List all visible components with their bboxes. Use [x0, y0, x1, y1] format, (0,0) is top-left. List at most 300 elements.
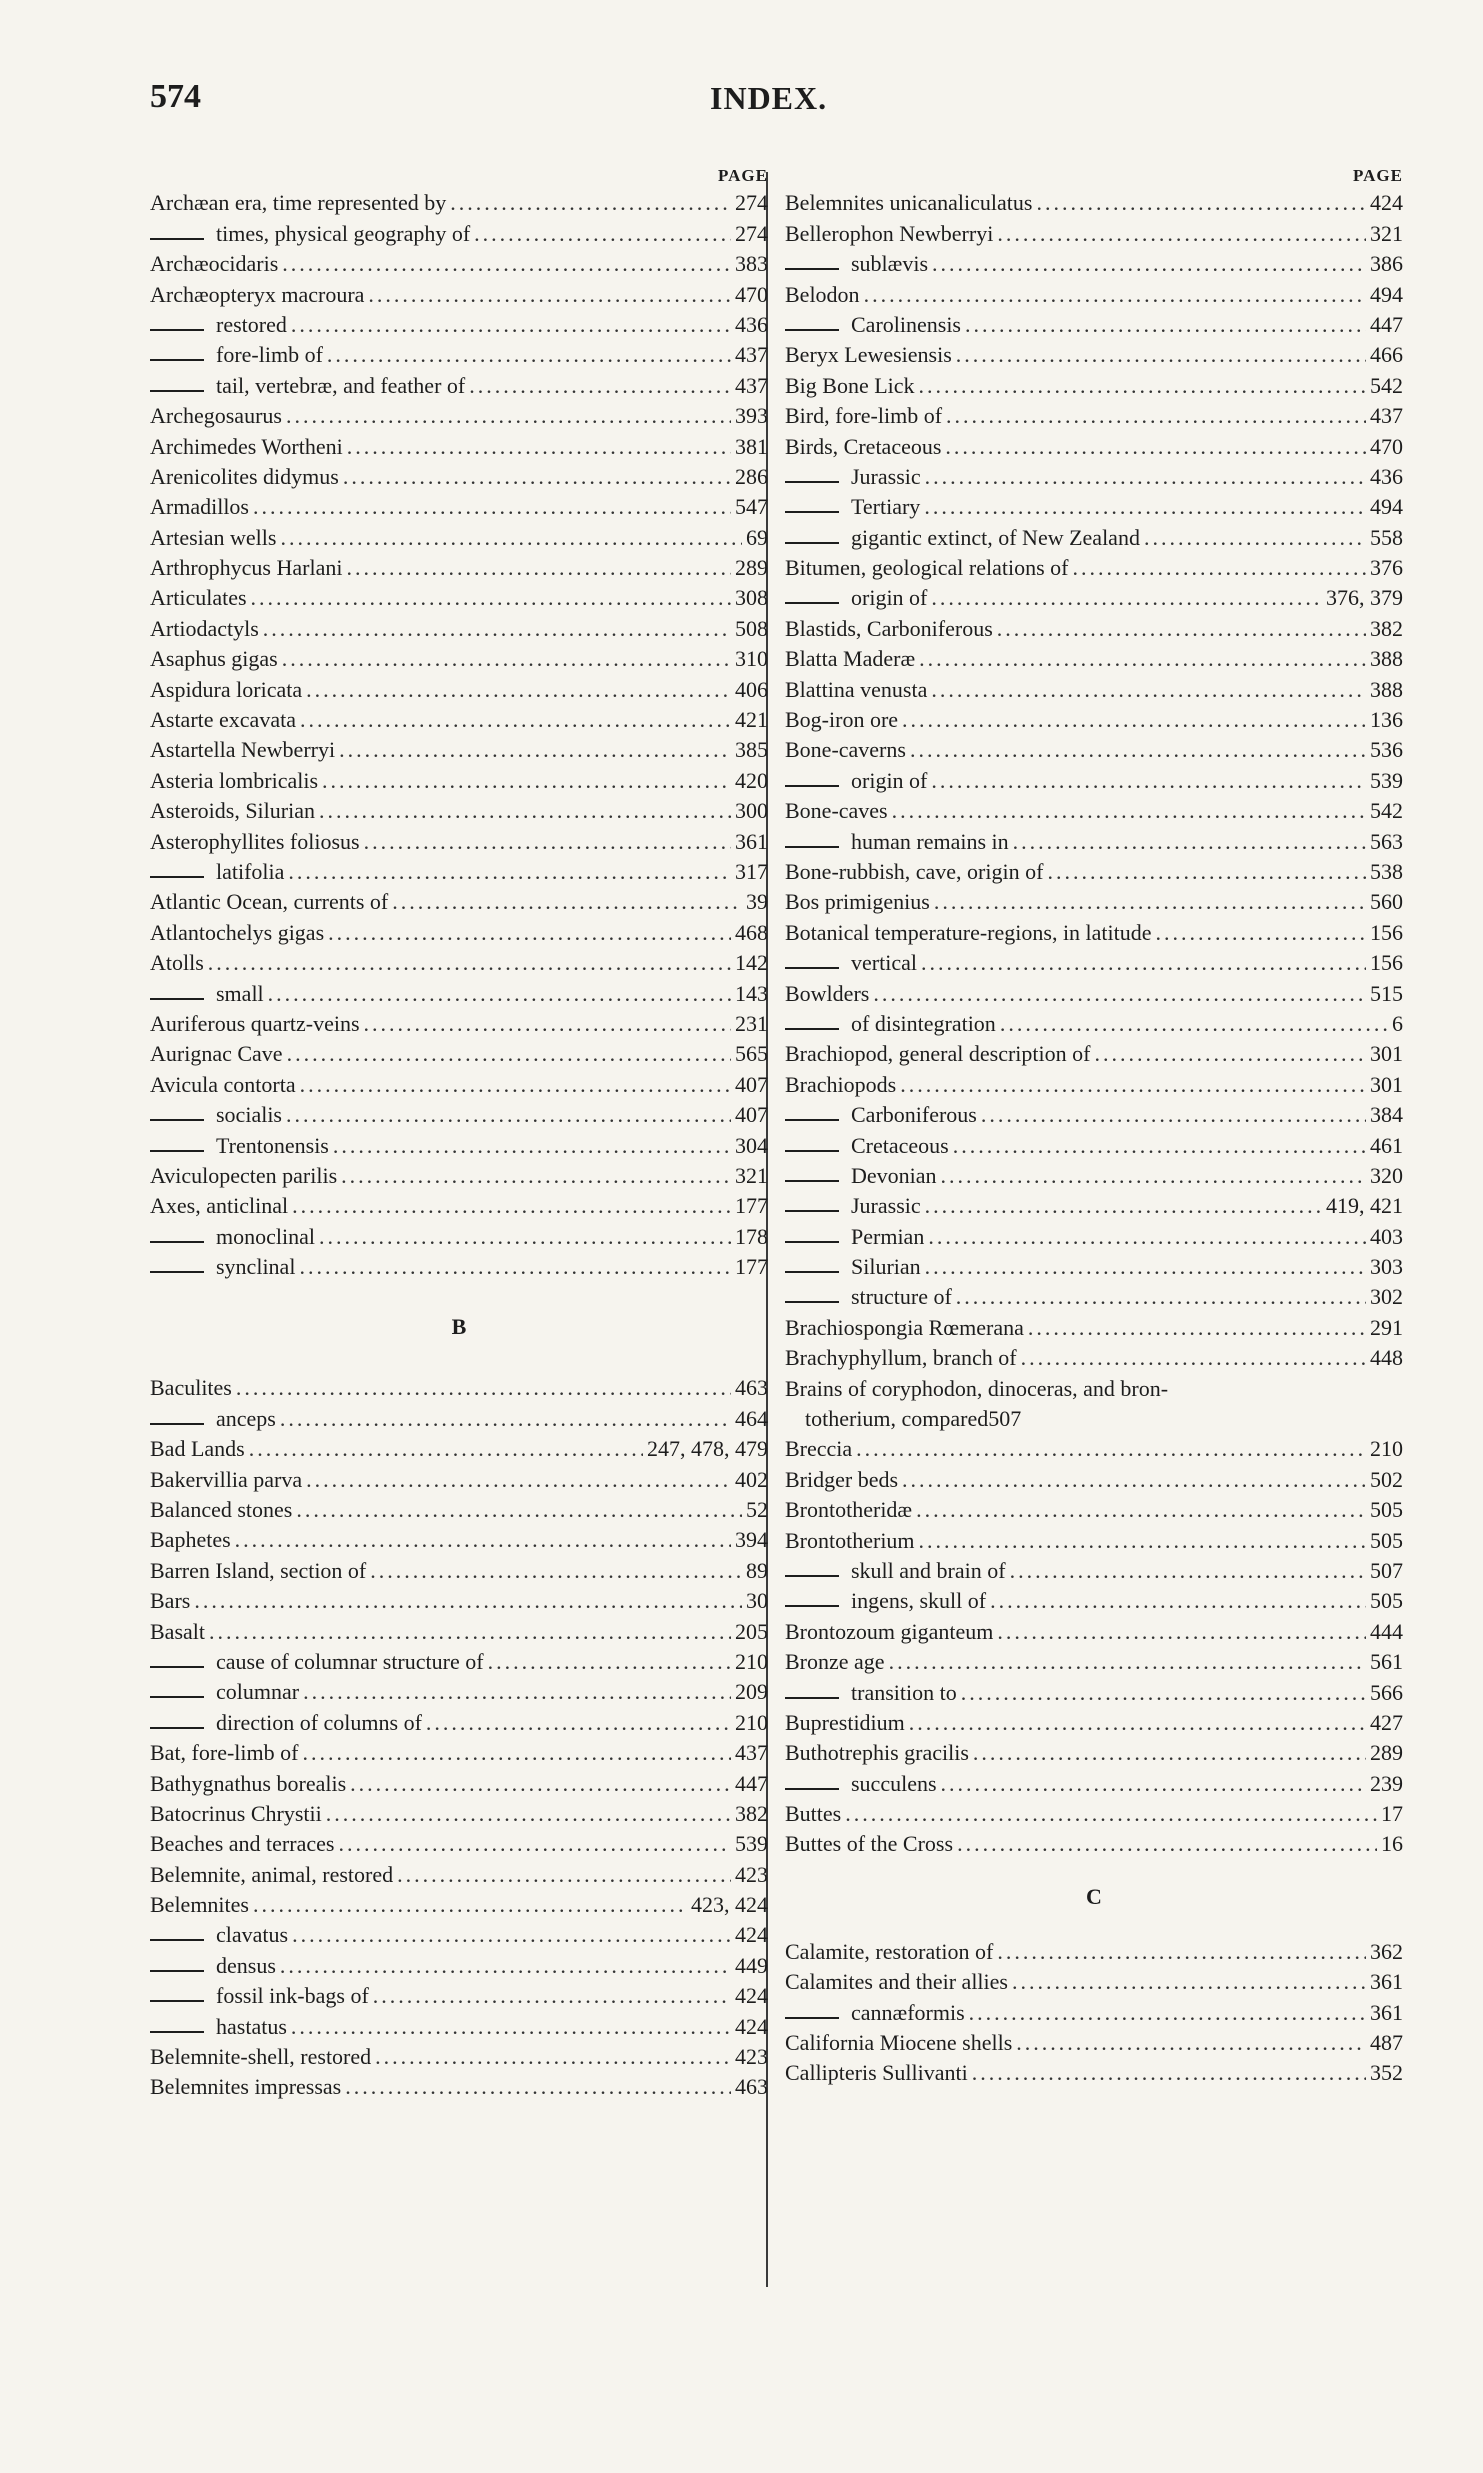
index-entry [785, 1129, 1403, 1159]
index-entry [150, 1676, 768, 1706]
dot-leader [364, 828, 731, 856]
index-entry [150, 1889, 768, 1919]
entry-term: densus [216, 1952, 276, 1978]
ditto-dash [785, 967, 839, 969]
entry-page: 321 [1370, 220, 1403, 246]
entry-page: 419, 421 [1326, 1193, 1403, 1219]
ditto-dash [785, 1575, 839, 1577]
entry-term: Belemnites impressas [150, 2074, 342, 2100]
index-entry [150, 886, 768, 916]
entry-page: 558 [1370, 524, 1403, 550]
index-entry [785, 1966, 1403, 1996]
dot-leader [902, 706, 1366, 734]
dot-leader [296, 1496, 742, 1524]
ditto-dash [785, 2017, 839, 2019]
entry-page: 427 [1370, 1709, 1403, 1735]
entry-term: ingens, skull of [851, 1588, 987, 1614]
index-entry [785, 1251, 1403, 1281]
entry-term: Bat, fore-limb of [150, 1740, 299, 1766]
dot-leader [302, 1739, 731, 1767]
index-entry [785, 339, 1403, 369]
entry-term: Archæan era, time represented by [150, 190, 447, 216]
index-entry [785, 947, 1403, 977]
entry-page: 505 [1370, 1497, 1403, 1523]
index-entry [150, 400, 768, 430]
dot-leader [286, 1101, 731, 1129]
entry-page: 310 [735, 646, 768, 672]
index-entry [785, 1767, 1403, 1797]
entry-page: 505 [1370, 1527, 1403, 1553]
index-entry [150, 309, 768, 339]
entry-page: 177 [735, 1193, 768, 1219]
dot-leader [919, 372, 1366, 400]
entry-term: Beaches and terraces [150, 1831, 335, 1857]
entry-term: Blatta Maderæ [785, 646, 916, 672]
entry-term: Artiodactyls [150, 615, 259, 641]
entry-page: 470 [735, 281, 768, 307]
entry-term: Archegosaurus [150, 403, 282, 429]
index-entry [785, 1737, 1403, 1767]
index-entry [785, 309, 1403, 339]
entry-term: Aspidura loricata [150, 676, 303, 702]
index-entry [785, 1038, 1403, 1068]
dot-leader [346, 554, 731, 582]
index-entry [785, 491, 1403, 521]
dot-leader [919, 1527, 1366, 1555]
entry-term: Asteroids, Silurian [150, 798, 315, 824]
index-entry [785, 1281, 1403, 1311]
dot-leader [319, 1223, 731, 1251]
entry-term: Brachyphyllum, branch of [785, 1345, 1017, 1371]
entry-term: Aviculopecten parilis [150, 1162, 338, 1188]
entry-term: Bitumen, geological relations of [785, 555, 1069, 581]
entry-term: Bakervillia parva [150, 1466, 303, 1492]
entry-page: 424 [735, 1922, 768, 1948]
dot-leader [892, 797, 1366, 825]
entry-term: Brachiospongia Rœmerana [785, 1314, 1024, 1340]
index-entry [150, 1767, 768, 1797]
ditto-dash [785, 1180, 839, 1182]
entry-term: Silurian [851, 1254, 921, 1280]
dot-leader [900, 1071, 1366, 1099]
index-list-b-left [150, 1372, 768, 2101]
entry-page: 560 [1370, 889, 1403, 915]
ditto-dash [785, 1210, 839, 1212]
entry-page: 463 [735, 2074, 768, 2100]
entry-page: 39 [746, 889, 768, 915]
dot-leader [1094, 1040, 1366, 1068]
index-entry [150, 1737, 768, 1767]
index-entry [785, 552, 1403, 582]
entry-term: Bathygnathus borealis [150, 1770, 347, 1796]
entry-page: 563 [1370, 828, 1403, 854]
entry-page: 444 [1370, 1618, 1403, 1644]
entry-term: anceps [216, 1405, 276, 1431]
dot-leader [973, 1739, 1366, 1767]
entry-page: 320 [1370, 1162, 1403, 1188]
index-entry [785, 612, 1403, 642]
index-entry [785, 400, 1403, 430]
entry-term: Bellerophon Newberryi [785, 220, 994, 246]
ditto-dash [150, 1666, 204, 1668]
entry-term: Trentonensis [216, 1132, 329, 1158]
index-entry [785, 734, 1403, 764]
index-entry [150, 430, 768, 460]
dot-leader [339, 736, 731, 764]
entry-term: Blattina venusta [785, 676, 928, 702]
ditto-dash [785, 1697, 839, 1699]
entry-page: 361 [1370, 1969, 1403, 1995]
entry-page: 566 [1370, 1679, 1403, 1705]
index-entry [785, 977, 1403, 1007]
entry-term: Brachiopod, general description of [785, 1041, 1091, 1067]
index-entry [150, 1585, 768, 1615]
entry-term: Atolls [150, 950, 204, 976]
index-entry [150, 369, 768, 399]
index-entry [150, 1798, 768, 1828]
entry-term: Articulates [150, 585, 247, 611]
index-entry [150, 1919, 768, 1949]
entry-page: 407 [735, 1071, 768, 1097]
index-entry [150, 977, 768, 1007]
entry-term: vertical [851, 950, 917, 976]
entry-page: 321 [735, 1162, 768, 1188]
index-entry [785, 1676, 1403, 1706]
ditto-dash [150, 1150, 204, 1152]
entry-term: Asaphus gigas [150, 646, 278, 672]
dot-leader [343, 463, 731, 491]
entry-page: 239 [1370, 1770, 1403, 1796]
index-entry [150, 825, 768, 855]
index-entry [785, 1311, 1403, 1341]
entry-term: latifolia [216, 858, 285, 884]
entry-page: 424 [1370, 190, 1403, 216]
entry-page: 424 [735, 1983, 768, 2009]
dot-leader [488, 1648, 731, 1676]
entry-term: Aurignac Cave [150, 1041, 283, 1067]
index-entry [785, 521, 1403, 551]
index-entry [150, 1008, 768, 1038]
dot-leader [921, 949, 1366, 977]
entry-term: Jurassic [851, 463, 921, 489]
dot-leader [450, 189, 731, 217]
entry-term: skull and brain of [851, 1557, 1006, 1583]
ditto-dash [150, 1241, 204, 1243]
entry-term: Artesian wells [150, 524, 277, 550]
index-entry [785, 278, 1403, 308]
dot-leader [397, 1861, 731, 1889]
dot-leader [375, 2043, 731, 2071]
ditto-dash [785, 1605, 839, 1607]
index-entry [150, 521, 768, 551]
page-title: INDEX. [710, 80, 828, 116]
entry-page: 69 [746, 524, 768, 550]
dot-leader [889, 1648, 1366, 1676]
dot-leader [469, 372, 731, 400]
entry-term: transition to [851, 1679, 957, 1705]
entry-term: Archimedes Wortheni [150, 433, 343, 459]
ditto-dash [150, 1970, 204, 1972]
ditto-dash [785, 602, 839, 604]
entry-page: 289 [735, 555, 768, 581]
dot-leader [924, 493, 1366, 521]
index-entry [150, 552, 768, 582]
ditto-dash [150, 998, 204, 1000]
entry-term: Botanical temperature-regions, in latitude [785, 919, 1152, 945]
entry-term: Carolinensis [851, 311, 961, 337]
index-entry [150, 582, 768, 612]
dot-leader [925, 463, 1366, 491]
entry-term: California Miocene shells [785, 2030, 1013, 2056]
dot-leader [292, 1192, 731, 1220]
ditto-dash [785, 1119, 839, 1121]
dot-leader [873, 980, 1366, 1008]
entry-term: Breccia [785, 1436, 853, 1462]
entry-page: 301 [1370, 1041, 1403, 1067]
ditto-dash [150, 329, 204, 331]
dot-leader [300, 706, 731, 734]
entry-term: structure of [851, 1284, 952, 1310]
entry-term: Buthotrephis gracilis [785, 1740, 969, 1766]
entry-term: Brontotherium [785, 1527, 915, 1553]
dot-leader [326, 1800, 731, 1828]
dot-leader [916, 1496, 1366, 1524]
section-heading-b: B [451, 1314, 467, 1340]
index-entry [150, 1190, 768, 1220]
entry-page: 177 [735, 1254, 768, 1280]
dot-leader [306, 676, 731, 704]
entry-page: 463 [735, 1375, 768, 1401]
dot-leader [925, 1192, 1322, 1220]
entry-term: Brontozoum giganteum [785, 1618, 994, 1644]
dot-leader [364, 1010, 731, 1038]
entry-term: human remains in [851, 828, 1009, 854]
entry-page: 362 [1370, 1938, 1403, 1964]
entry-page: 487 [1370, 2030, 1403, 2056]
dot-leader [328, 919, 731, 947]
dot-leader [368, 281, 731, 309]
dot-leader [845, 1800, 1377, 1828]
entry-page: 304 [735, 1132, 768, 1158]
index-entry [785, 1342, 1403, 1372]
entry-page: 406 [735, 676, 768, 702]
entry-page: 565 [735, 1041, 768, 1067]
ditto-dash [785, 268, 839, 270]
entry-page: 300 [735, 798, 768, 824]
right-column [785, 165, 1403, 2087]
index-entry [150, 1524, 768, 1554]
entry-page: 421 [735, 707, 768, 733]
ditto-dash [150, 1727, 204, 1729]
dot-leader [941, 1162, 1366, 1190]
dot-leader [291, 2013, 731, 2041]
entry-term: Bronze age [785, 1649, 885, 1675]
dot-leader [474, 220, 731, 248]
dot-leader [864, 281, 1366, 309]
index-entry [150, 1160, 768, 1190]
entry-page: 382 [1370, 615, 1403, 641]
index-entry [150, 1615, 768, 1645]
entry-page: 539 [735, 1831, 768, 1857]
entry-page: 403 [1370, 1223, 1403, 1249]
dot-leader [1010, 1557, 1366, 1585]
entry-page: 16 [1381, 1831, 1403, 1857]
dot-leader [282, 645, 731, 673]
dot-leader [338, 1830, 731, 1858]
dot-leader [253, 493, 731, 521]
entry-page: 468 [735, 919, 768, 945]
entry-page: 303 [1370, 1254, 1403, 1280]
ditto-dash [150, 876, 204, 878]
dot-leader [345, 2073, 731, 2101]
entry-term: Baphetes [150, 1527, 231, 1553]
index-entry [150, 1433, 768, 1463]
index-entry [785, 1463, 1403, 1493]
dot-leader [902, 1466, 1366, 1494]
index-entry [150, 1402, 768, 1432]
entry-page: 470 [1370, 433, 1403, 459]
index-entry [150, 916, 768, 946]
dot-leader [286, 402, 731, 430]
index-entry [785, 1494, 1403, 1524]
index-entry [785, 643, 1403, 673]
dot-leader [928, 1223, 1366, 1251]
dot-leader [263, 615, 731, 643]
entry-term: Auriferous quartz-veins [150, 1010, 360, 1036]
index-entry [785, 430, 1403, 460]
entry-page: 515 [1370, 980, 1403, 1006]
entry-term: Axes, anticlinal [150, 1193, 289, 1219]
entry-term: origin of [851, 767, 928, 793]
dot-leader [280, 1405, 731, 1433]
index-entry [785, 1646, 1403, 1676]
index-entry [150, 1949, 768, 1979]
dot-leader [303, 1678, 731, 1706]
entry-page: 89 [746, 1557, 768, 1583]
index-entry [785, 673, 1403, 703]
entry-term: Archæocidaris [150, 251, 279, 277]
dot-leader [965, 311, 1366, 339]
ditto-dash [150, 359, 204, 361]
entry-page: 136 [1370, 707, 1403, 733]
index-entry [150, 461, 768, 491]
entry-page: 308 [735, 585, 768, 611]
entry-page: 205 [735, 1618, 768, 1644]
entry-term: Calamites and their allies [785, 1969, 1008, 1995]
dot-leader [280, 524, 742, 552]
index-entry [785, 1160, 1403, 1190]
index-entry [150, 1099, 768, 1129]
entry-term: times, physical geography of [216, 220, 471, 246]
dot-leader [969, 1999, 1366, 2027]
index-entry [785, 2057, 1403, 2087]
index-entry [150, 704, 768, 734]
dot-leader [1028, 1314, 1366, 1342]
entry-page: 449 [735, 1952, 768, 1978]
entry-term: cause of columnar structure of [216, 1648, 484, 1674]
index-list-a [150, 187, 768, 1281]
entry-term: Jurassic [851, 1193, 921, 1219]
index-entry [785, 1190, 1403, 1220]
ditto-dash [785, 785, 839, 787]
ditto-dash [785, 511, 839, 513]
index-entry [150, 1858, 768, 1888]
index-entry [150, 856, 768, 886]
dot-leader [1016, 2029, 1366, 2057]
dot-leader [953, 1132, 1366, 1160]
index-entry [785, 582, 1403, 612]
index-entry [150, 734, 768, 764]
entry-page: 508 [735, 615, 768, 641]
entry-term: Arthrophycus Harlani [150, 555, 343, 581]
index-entry [150, 1372, 768, 1402]
entry-term: Bird, fore-limb of [785, 403, 943, 429]
entry-term: Balanced stones [150, 1497, 293, 1523]
index-entry [785, 1828, 1403, 1858]
index-entry [785, 856, 1403, 886]
entry-page: 539 [1370, 767, 1403, 793]
entry-page: 30 [746, 1588, 768, 1614]
entry-term: Devonian [851, 1162, 937, 1188]
entry-page: 507 [988, 1406, 1022, 1432]
dot-leader [961, 1679, 1366, 1707]
entry-page: 286 [735, 463, 768, 489]
entry-term: Barren Island, section of [150, 1557, 367, 1583]
dot-leader [249, 1435, 643, 1463]
entry-term: Asteria lombricalis [150, 767, 319, 793]
ditto-dash [150, 2000, 204, 2002]
entry-page: 317 [735, 858, 768, 884]
entry-term: Bowlders [785, 980, 870, 1006]
ditto-dash [150, 1271, 204, 1273]
dot-leader [292, 1921, 731, 1949]
entry-page: 402 [735, 1466, 768, 1492]
entry-term: Belemnite, animal, restored [150, 1861, 394, 1887]
entry-page: 210 [1370, 1436, 1403, 1462]
entry-term: cannæformis [851, 1999, 965, 2025]
entry-term: Belemnites [150, 1892, 249, 1918]
index-entry [785, 2027, 1403, 2057]
index-entry [785, 764, 1403, 794]
dot-leader [945, 433, 1366, 461]
dot-leader [1073, 554, 1367, 582]
entry-term: Permian [851, 1223, 925, 1249]
entry-page: 461 [1370, 1132, 1403, 1158]
entry-page: 536 [1370, 737, 1403, 763]
entry-page: 437 [735, 372, 768, 398]
dot-leader [997, 1618, 1366, 1646]
index-entry [150, 217, 768, 247]
dot-leader [997, 1938, 1366, 1966]
ditto-dash [785, 1301, 839, 1303]
entry-term: Brains of coryphodon, dinoceras, and bron- [785, 1375, 1169, 1401]
entry-term: Batocrinus Chrystii [150, 1800, 322, 1826]
entry-page: 352 [1370, 2060, 1403, 2086]
ditto-dash [150, 1696, 204, 1698]
entry-term: Blastids, Carboniferous [785, 615, 993, 641]
entry-term: Tertiary [851, 494, 921, 520]
entry-page: 542 [1370, 372, 1403, 398]
entry-term: Basalt [150, 1618, 205, 1644]
dot-leader [909, 1709, 1366, 1737]
index-entry [785, 369, 1403, 399]
index-entry [785, 1099, 1403, 1129]
entry-page: 385 [735, 737, 768, 763]
entry-term: tail, vertebræ, and feather of [216, 372, 466, 398]
index-entry [785, 886, 1403, 916]
dot-leader [957, 1830, 1377, 1858]
entry-page: 542 [1370, 798, 1403, 824]
